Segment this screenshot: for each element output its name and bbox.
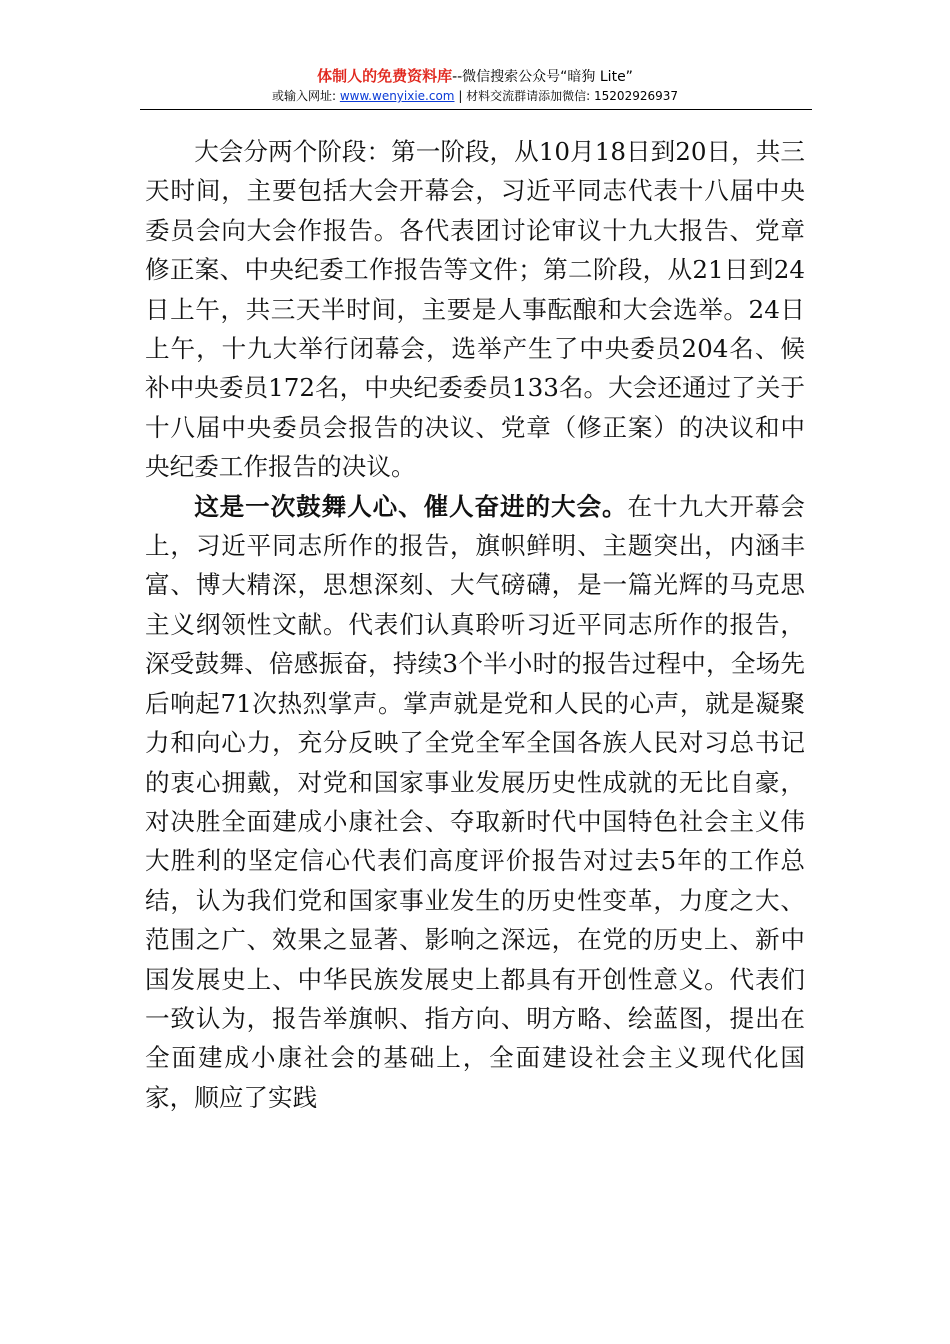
document-body: [145, 132, 805, 1117]
paragraph-2-lead: 这是一次鼓舞人心、催人奋进的大会。: [194, 491, 628, 521]
header-title-line: [140, 66, 810, 87]
header-tagline: --微信搜索公众号“暗狗 Lite”: [452, 69, 633, 85]
header-website-link[interactable]: www.wenyixie.com: [339, 89, 455, 103]
paragraph-2-text: 在十九大开幕会上，习近平同志所作的报告，旗帜鲜明、主题突出，内涵丰富、博大精深，思想深刻、大气磅礴，是一篇光辉的马克思主义纲领性文献。代表们认真聆听习近平同志所作的报告，深受鼓舞、倍感振奋，持续3个半小时的报告过程中，全场先后响起71次热烈掌声。掌声就是党和人民的心声，就是凝聚力和向心力，充分反映了全党全军全国各族人民对习总书记的衷心拥戴，对党和国家事业发展历史性成就的无比自豪，对决胜全面建成小康社会、夺取新时代中国特色社会主义伟大胜利的坚定信心代表们高度评价报告对过去5年的工作总结，认为我们党和国家事业发生的历史性变革，力度之大、范围之广、效果之显著、影响之深远，在党的历史上、新中国发展史上、中华民族发展史上都具有开创性意义。代表们一致认为，报告举旗帜、指方向、明方略、绘蓝图，提出在全面建成小康社会的基础上，全面建设社会主义现代化国家，顺应了实践: [145, 491, 805, 1112]
paragraph-1: 大会分两个阶段：第一阶段，从10月18日到20日，共三天时间，主要包括大会开幕会，习近平同志代表十八届中央委员会向大会作报告。各代表团讨论审议十九大报告、党章修正案、中央纪委工作报告等文件；第二阶段，从21日到24日上午，共三天半时间，主要是人事酝酿和大会选举。24日上午，十九大举行闭幕会，选举产生了中央委员204名、候补中央委员172名，中央纪委委员133名。大会还通过了关于十八届中央委员会报告的决议、党章（修正案）的决议和中央纪委工作报告的决议。: [145, 137, 805, 482]
page-header: [140, 66, 810, 105]
header-contact-suffix: | 材料交流群请添加微信: 15202926937: [454, 89, 679, 103]
header-contact-line: [140, 87, 810, 105]
header-brand: 体制人的免费资料库: [317, 67, 453, 85]
header-url-prefix: 或输入网址:: [271, 89, 340, 103]
paragraph-2: [145, 487, 805, 1118]
header-divider: [140, 109, 812, 110]
